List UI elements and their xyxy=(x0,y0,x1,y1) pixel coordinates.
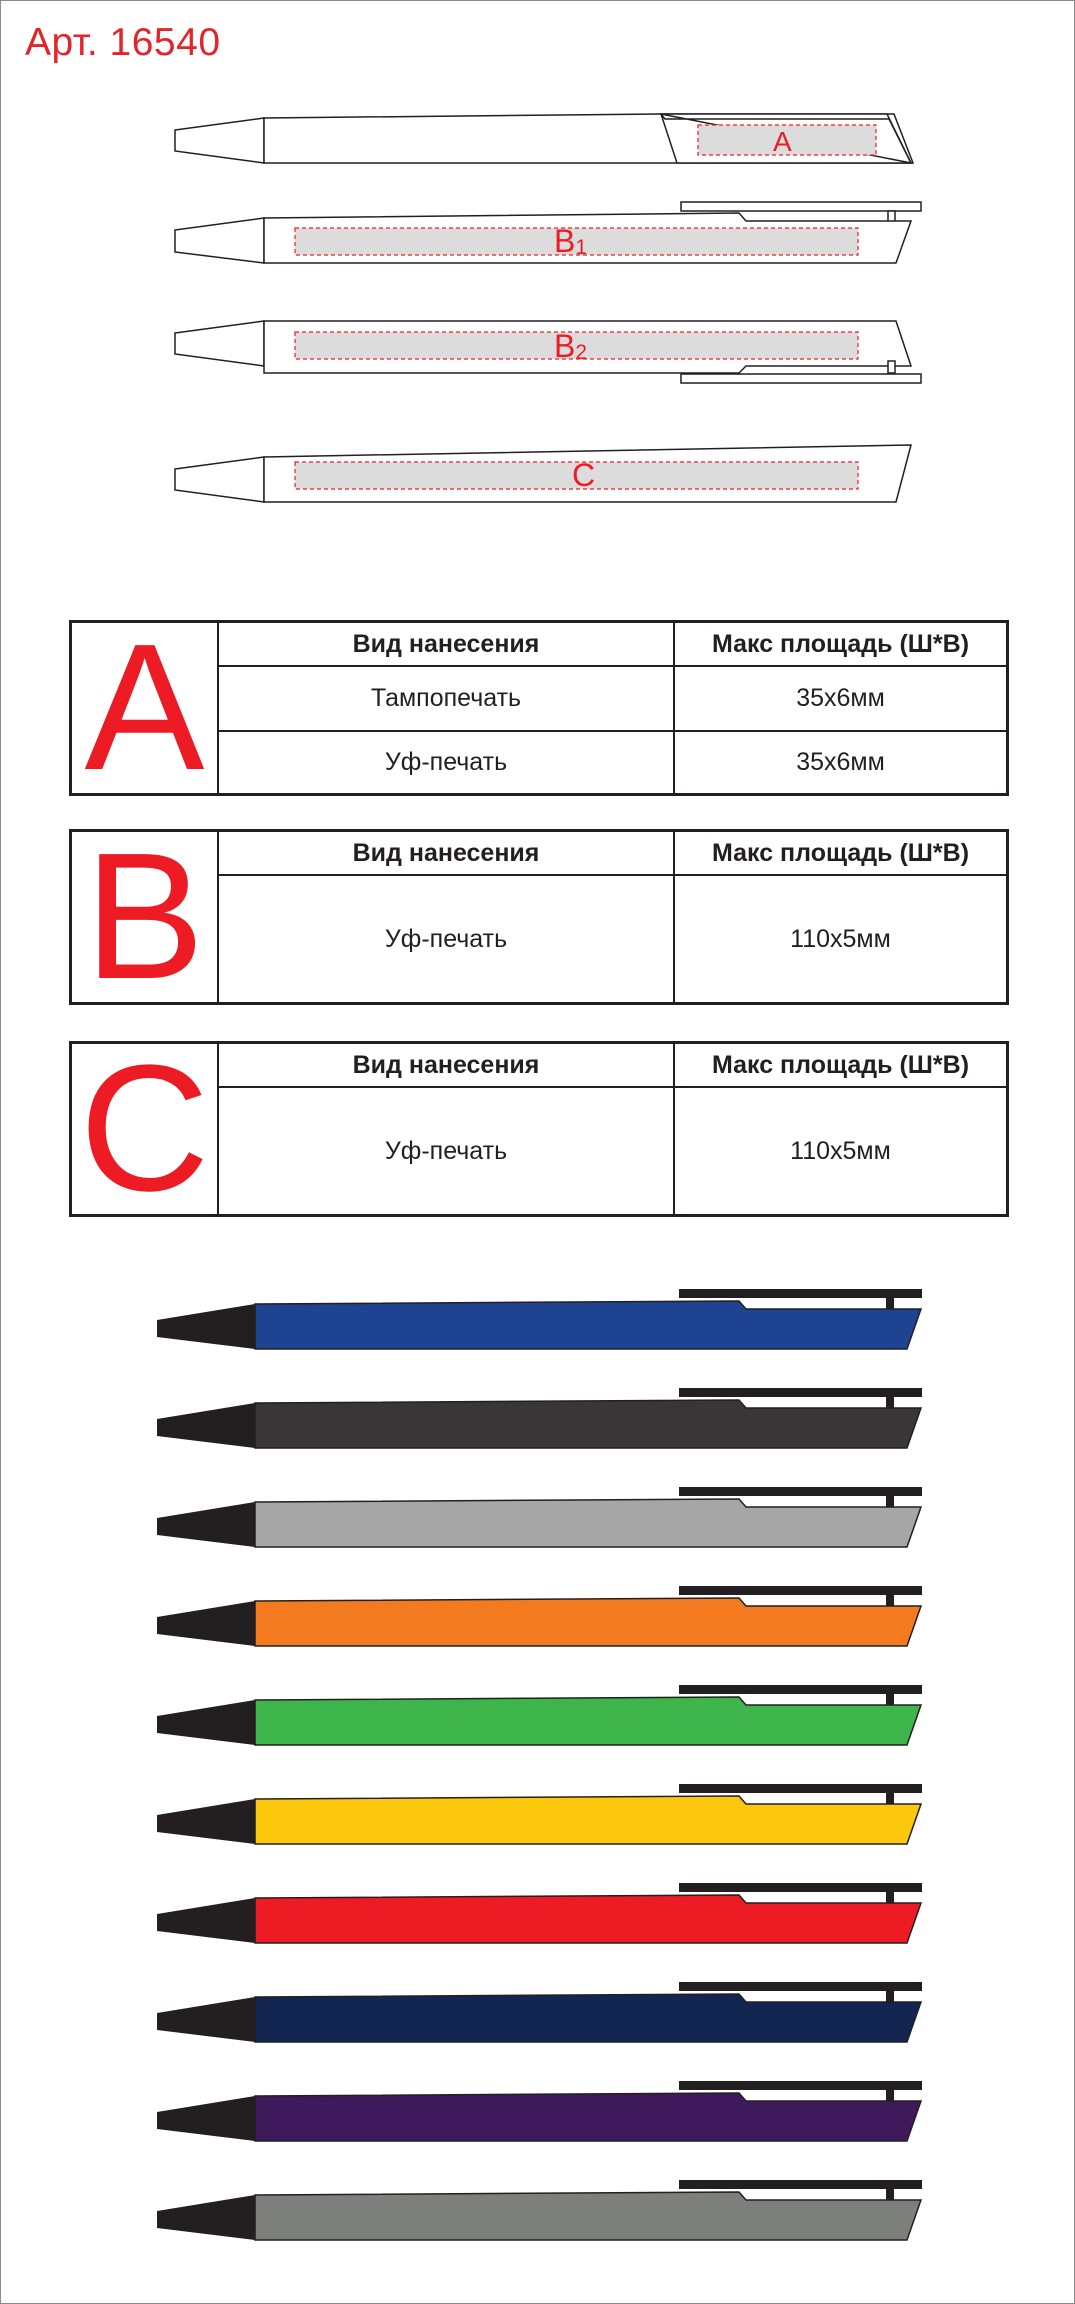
pen-body xyxy=(255,2192,921,2240)
pen-clip xyxy=(679,1685,922,1694)
pen-body xyxy=(255,1994,921,2042)
table-zone-a xyxy=(69,607,1009,808)
pen-variant xyxy=(157,1388,922,1448)
pen-clip xyxy=(679,1982,922,1991)
header-area: Макс площадь (Ш*В) xyxy=(675,1044,1006,1088)
header-area: Макс площадь (Ш*В) xyxy=(675,832,1006,876)
pen-variant xyxy=(157,1487,922,1547)
zone-c-label: C xyxy=(572,457,596,493)
color-variants xyxy=(1,1265,1075,2304)
pen-tip xyxy=(157,2195,255,2240)
pen-body xyxy=(255,2093,921,2141)
pen-tip xyxy=(157,1304,255,1349)
pen-variant xyxy=(157,1685,922,1745)
pen-clip xyxy=(679,1784,922,1793)
header-method: Вид нанесения xyxy=(219,1044,675,1088)
table-letter: A xyxy=(72,623,219,793)
pen-body xyxy=(255,1400,921,1448)
header-method: Вид нанесения xyxy=(219,832,675,876)
pen-tip xyxy=(157,1601,255,1646)
pen-clip xyxy=(679,2180,922,2189)
pen-body xyxy=(255,1697,921,1745)
cell-area: 110х5мм xyxy=(790,1136,891,1165)
header-area: Макс площадь (Ш*В) xyxy=(675,623,1006,667)
pen-variant xyxy=(157,2180,922,2240)
zone-b1-label: B1 xyxy=(554,223,588,259)
pen-tip xyxy=(157,1898,255,1943)
cell-area: 35х6мм xyxy=(796,684,885,712)
pen-clip xyxy=(679,2081,922,2090)
header-method: Вид нанесения xyxy=(219,623,675,667)
cell-area: 110х5мм xyxy=(790,924,891,953)
table-zone-b xyxy=(69,816,1009,1017)
pen-tip xyxy=(157,1502,255,1547)
pen-variant xyxy=(157,1883,922,1943)
pen-body xyxy=(255,1598,921,1646)
pen-body xyxy=(255,1499,921,1547)
pen-clip xyxy=(679,1883,922,1892)
pen-body xyxy=(255,1301,921,1349)
zone-a-label: A xyxy=(773,126,792,157)
cell-method: Тампопечать xyxy=(219,667,675,730)
article-number: Арт. 16540 xyxy=(25,21,221,64)
zone-b2-label: B2 xyxy=(554,328,588,364)
table-zone-c xyxy=(69,1028,1009,1229)
pen-tip xyxy=(157,1799,255,1844)
pen-variant xyxy=(157,1289,922,1349)
pen-body xyxy=(255,1796,921,1844)
cell-method: Уф-печать xyxy=(219,730,675,793)
pen-variant xyxy=(157,1586,922,1646)
table-letter: B xyxy=(72,832,219,1002)
pen-tip xyxy=(157,2096,255,2141)
pen-body xyxy=(255,1895,921,1943)
pen-tip xyxy=(157,1403,255,1448)
pen-clip xyxy=(679,1289,922,1298)
cell-method: Уф-печать xyxy=(219,1088,675,1214)
pen-tip xyxy=(157,1700,255,1745)
pen-variant xyxy=(157,1784,922,1844)
print-zone-drawings xyxy=(1,1,1075,561)
pen-variant xyxy=(157,2081,922,2141)
pen-clip xyxy=(679,1487,922,1496)
pen-tip xyxy=(157,1997,255,2042)
cell-method: Уф-печать xyxy=(219,876,675,1002)
pen-clip xyxy=(679,1388,922,1397)
cell-area: 35х6мм xyxy=(675,730,1006,793)
table-letter: C xyxy=(72,1044,219,1214)
pen-clip xyxy=(679,1586,922,1595)
pen-variant xyxy=(157,1982,922,2042)
